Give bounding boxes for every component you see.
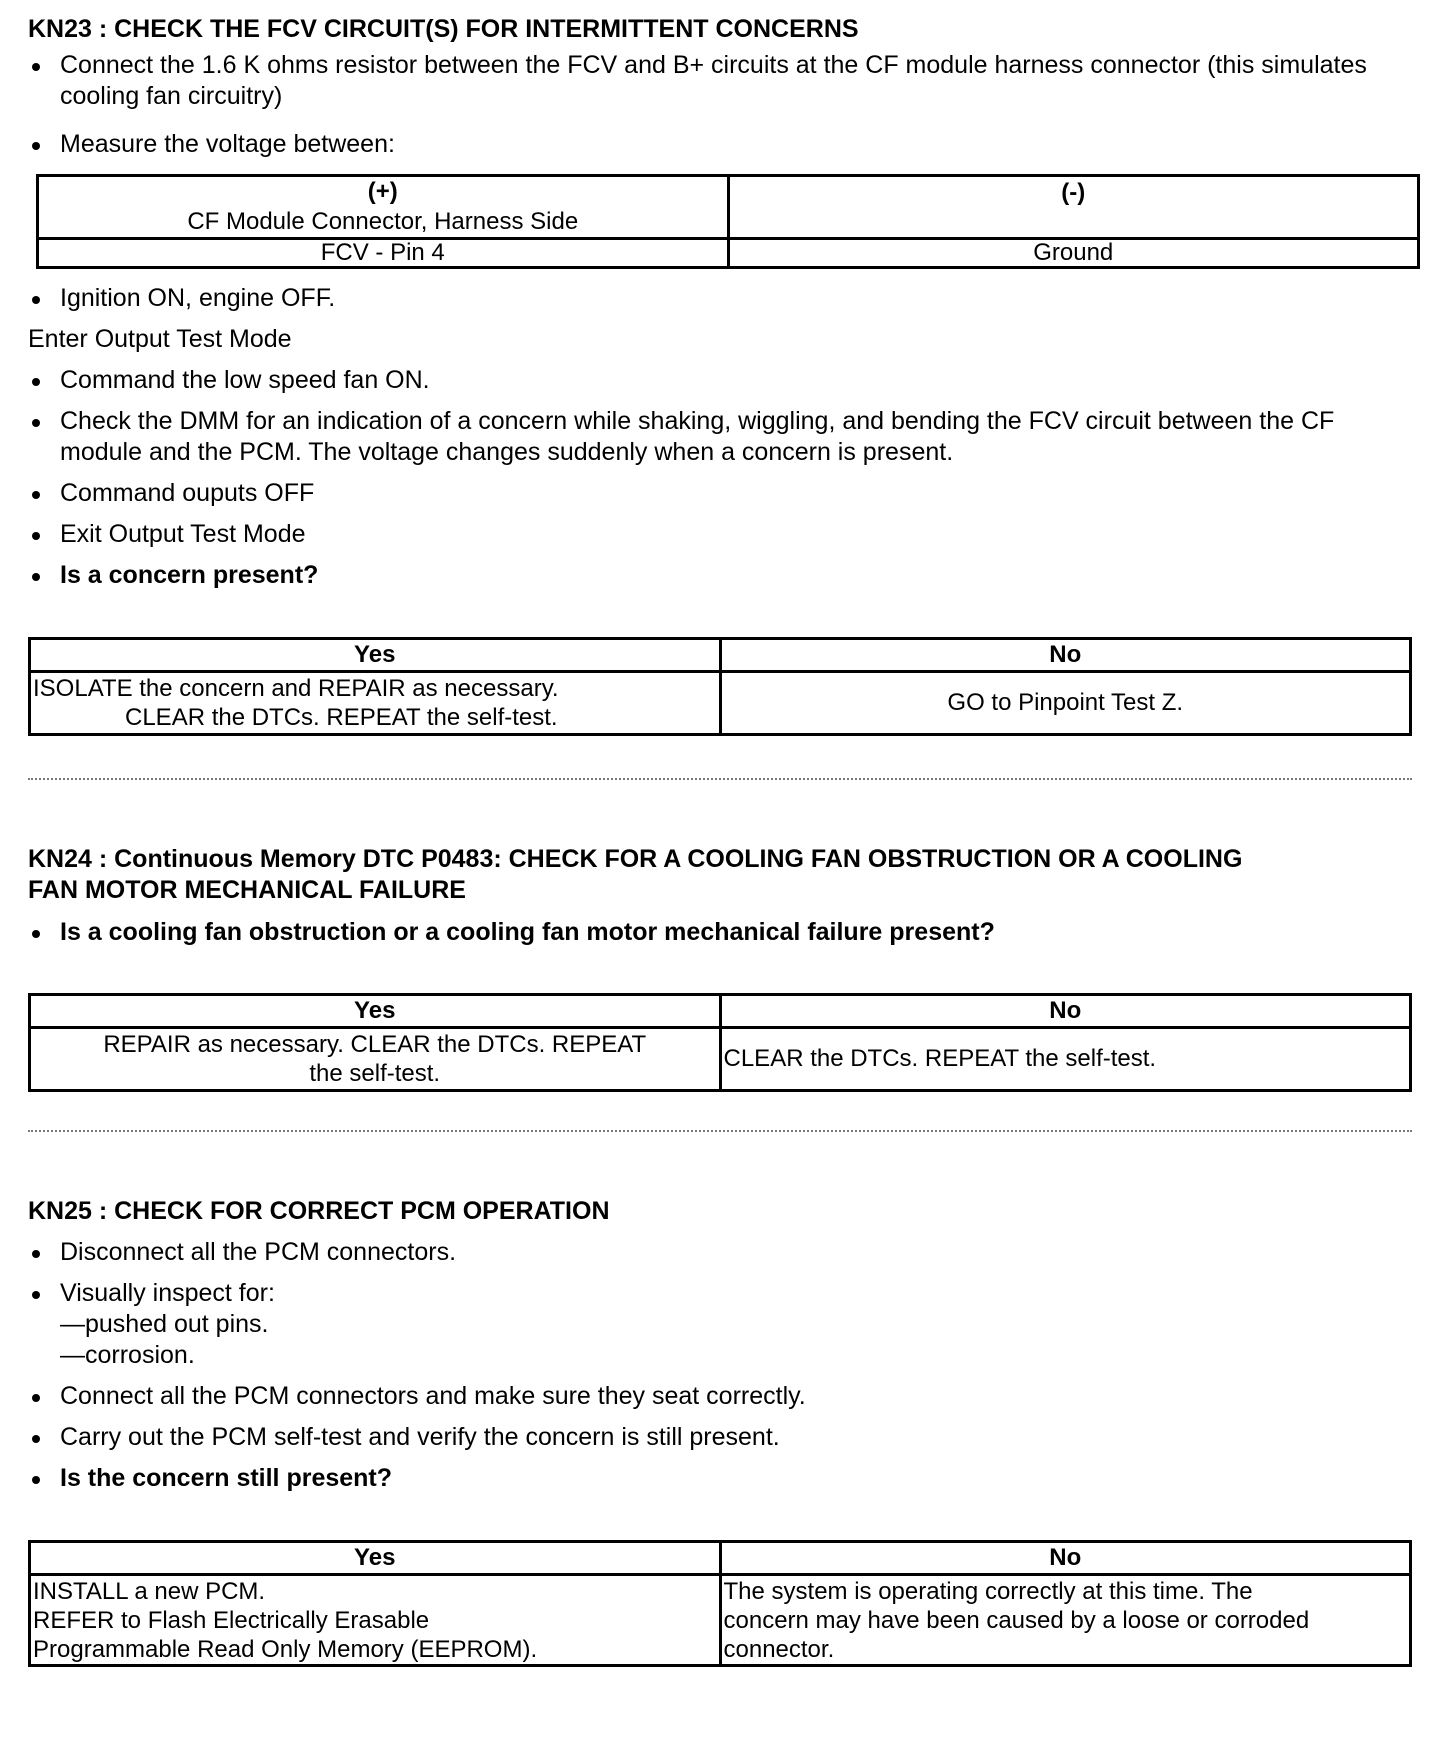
kn24-yes-line2: the self-test.	[309, 1060, 441, 1087]
kn24-question: Is a cooling fan obstruction or a cooling fan motor mechanical failure present?	[28, 917, 1412, 948]
kn24-title-line1: KN24 : Continuous Memory DTC P0483: CHECK FOR A COOLING FAN OBSTRUCTION OR A COOLING	[28, 845, 1243, 873]
kn24-yes-line1: REPAIR as necessary. CLEAR the DTCs. REPEAT	[103, 1031, 647, 1058]
bullet-icon	[32, 419, 40, 427]
bullet-icon	[32, 532, 40, 540]
kn24-yes-header: Yes	[30, 995, 721, 1028]
measure-minus-header-cell	[728, 176, 1419, 239]
kn25-yes-line2: REFER to Flash Electrically Erasable	[33, 1606, 430, 1634]
kn23-step-ignition: Ignition ON, engine OFF.	[28, 283, 1412, 314]
kn24-no-cell: CLEAR the DTCs. REPEAT the self-test.	[720, 1028, 1411, 1091]
kn23-question: Is a concern present?	[28, 560, 1412, 591]
kn25-no-line1: The system is operating correctly at this time. The	[723, 1577, 1253, 1605]
kn23-step-connect-resistor: Connect the 1.6 K ohms resistor between the FCV and B+ circuits at the CF module harness connector (this simulates cooling fan circuitry)	[28, 50, 1412, 112]
bullet-icon	[32, 296, 40, 304]
bullet-icon	[32, 378, 40, 386]
kn24-title-line2: FAN MOTOR MECHANICAL FAILURE	[28, 876, 466, 904]
measure-minus-value: Ground	[728, 239, 1419, 268]
kn23-step-command-fan: Command the low speed fan ON.	[28, 365, 1412, 396]
kn25-inspect-pins: —pushed out pins.	[60, 1310, 269, 1338]
kn25-no-header: No	[720, 1542, 1411, 1575]
kn23-step-enter-output-test: Enter Output Test Mode	[28, 325, 292, 353]
bullet-icon	[32, 1394, 40, 1402]
kn25-step-disconnect: Disconnect all the PCM connectors.	[28, 1237, 1412, 1268]
kn25-no-cell	[720, 1575, 1411, 1666]
kn23-measure-table	[36, 174, 1420, 269]
kn25-title: KN25 : CHECK FOR CORRECT PCM OPERATION	[28, 1197, 610, 1225]
measure-plus-value: FCV - Pin 4	[38, 239, 729, 268]
kn25-yes-cell	[30, 1575, 721, 1666]
kn25-step-connect: Connect all the PCM connectors and make sure they seat correctly.	[28, 1381, 1412, 1412]
bullet-icon	[32, 1291, 40, 1299]
bullet-icon	[32, 930, 40, 938]
kn25-yes-header: Yes	[30, 1542, 721, 1575]
kn25-step-inspect: Visually inspect for: —pushed out pins. —corrosion.	[28, 1278, 1412, 1371]
kn25-question: Is the concern still present?	[28, 1463, 1412, 1494]
kn23-step-command-outputs-off: Command ouputs OFF	[28, 478, 1412, 509]
document-page	[28, 14, 1412, 1667]
kn23-result-table	[28, 637, 1412, 736]
kn23-yes-line2: CLEAR the DTCs. REPEAT the self-test.	[125, 704, 558, 731]
measure-plus-header: (+)	[367, 178, 398, 205]
bullet-icon	[32, 63, 40, 71]
kn25-no-line3: connector.	[723, 1635, 835, 1663]
bullet-icon	[32, 1435, 40, 1443]
kn25-inspect-corrosion: —corrosion.	[60, 1341, 195, 1369]
kn23-no-cell: GO to Pinpoint Test Z.	[720, 672, 1411, 735]
kn24-no-header: No	[720, 995, 1411, 1028]
kn24-result-table	[28, 993, 1412, 1092]
bullet-icon	[32, 1250, 40, 1258]
kn23-no-header: No	[720, 639, 1411, 672]
kn23-yes-line1: ISOLATE the concern and REPAIR as necessary.	[33, 675, 559, 702]
measure-plus-header-cell	[38, 176, 729, 239]
kn24-yes-cell	[30, 1028, 721, 1091]
kn23-title: KN23 : CHECK THE FCV CIRCUIT(S) FOR INTERMITTENT CONCERNS	[28, 15, 859, 43]
kn25-no-line2: concern may have been caused by a loose or corroded	[723, 1606, 1310, 1634]
kn25-step-self-test: Carry out the PCM self-test and verify the concern is still present.	[28, 1422, 1412, 1453]
kn23-step-check-dmm: Check the DMM for an indication of a concern while shaking, wiggling, and bending the FCV circuit between the CF module and the PCM. The voltage changes suddenly when a concern is present.	[28, 406, 1412, 468]
kn23-step-exit-output-test: Exit Output Test Mode	[28, 519, 1412, 550]
kn23-yes-cell	[30, 672, 721, 735]
kn25-result-table	[28, 1540, 1412, 1667]
bullet-icon	[32, 142, 40, 150]
bullet-icon	[32, 573, 40, 581]
measure-minus-header: (-)	[1061, 179, 1086, 206]
kn25-yes-line1: INSTALL a new PCM.	[33, 1577, 266, 1605]
kn23-step-measure: Measure the voltage between:	[28, 129, 1412, 160]
kn23-yes-header: Yes	[30, 639, 721, 672]
bullet-icon	[32, 491, 40, 499]
measure-plus-sub: CF Module Connector, Harness Side	[187, 208, 579, 235]
bullet-icon	[32, 1476, 40, 1484]
kn25-yes-line3: Programmable Read Only Memory (EEPROM).	[33, 1635, 538, 1663]
